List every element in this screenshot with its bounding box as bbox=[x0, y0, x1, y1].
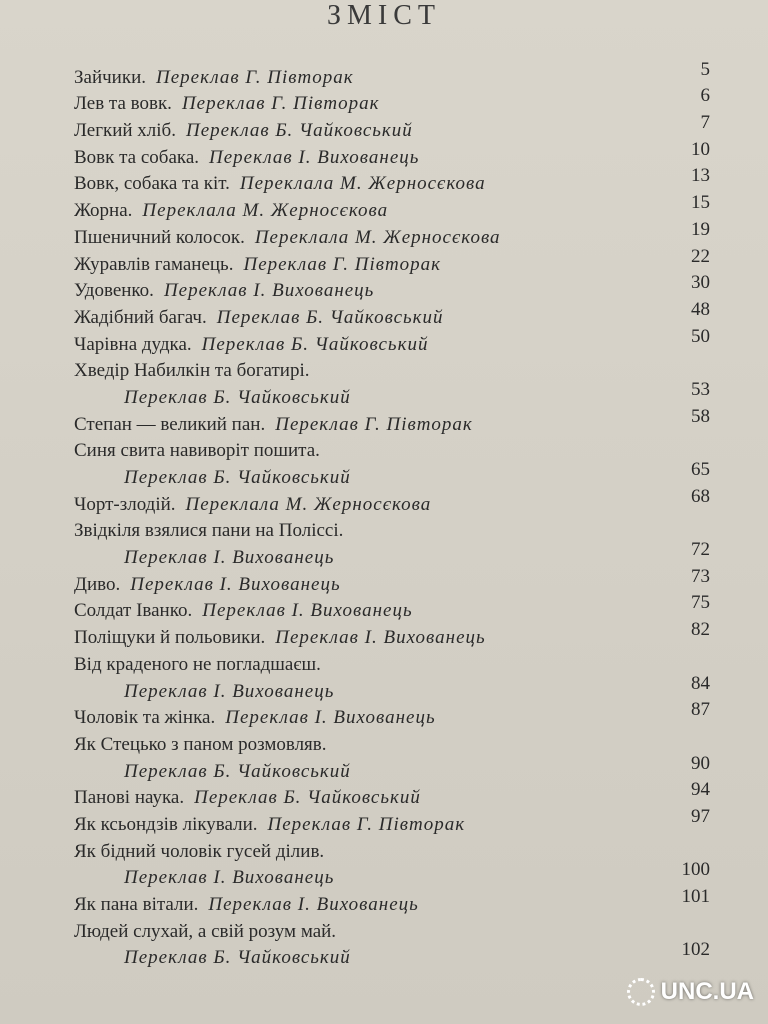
toc-entry-page-number: 94 bbox=[691, 779, 710, 801]
toc-entry-title: Як пана вітали. bbox=[74, 894, 199, 915]
page-title: ЗМІСТ bbox=[326, 0, 442, 31]
toc-entry-translator: Переклала М. Жерносєкова bbox=[142, 200, 389, 222]
toc-entry-title: Чорт-злодій. bbox=[74, 493, 176, 515]
toc-entry-page-number: 22 bbox=[691, 245, 710, 267]
toc-entry-page-number: 7 bbox=[700, 112, 710, 134]
toc-entry bbox=[74, 85, 710, 116]
toc-entry bbox=[74, 192, 710, 222]
toc-entry-translator: Переклав Г. Півторак bbox=[243, 253, 442, 275]
toc-entry-title: Як ксьондзів лікували. bbox=[74, 813, 258, 835]
toc-entry-title: Зайчики. bbox=[74, 66, 146, 88]
toc-entry-page-number: 72 bbox=[691, 539, 710, 561]
toc-entry bbox=[74, 916, 710, 943]
watermark-seal-icon bbox=[627, 978, 655, 1006]
toc-entry-title: Синя свита навиворіт пошита. bbox=[74, 440, 320, 462]
toc-entry bbox=[74, 779, 710, 810]
watermark-text: UNC.UA bbox=[660, 978, 754, 1005]
toc-entry-translator: Переклав Б. Чайковський bbox=[124, 760, 351, 782]
toc-entry-title: Людей слухай, а свій розум май. bbox=[74, 920, 337, 942]
toc-entry bbox=[74, 298, 710, 329]
toc-entry-page-number: 15 bbox=[691, 192, 710, 214]
toc-entry bbox=[74, 886, 710, 916]
toc-entry-translator: Переклала М. Жерносєкова bbox=[185, 493, 432, 515]
toc-entry bbox=[74, 272, 710, 303]
toc-entry-page-number: 73 bbox=[691, 565, 710, 587]
toc-entry-page-number: 30 bbox=[691, 272, 710, 294]
toc-entry-translator: Переклав І. Вихованець bbox=[202, 600, 413, 622]
toc-entry-translator: Переклав І. Вихованець bbox=[208, 894, 419, 915]
toc-entry-translator: Переклав Г. Півторак bbox=[267, 813, 466, 835]
toc-entry bbox=[74, 165, 710, 196]
watermark bbox=[627, 978, 754, 1006]
toc-entry-translator: Переклав Б. Чайковський bbox=[201, 333, 429, 355]
toc-entry-title: Звідкіля взялися пани на Поліссі. bbox=[74, 520, 344, 542]
toc-entry bbox=[74, 836, 710, 863]
toc-entry-page-number: 82 bbox=[691, 619, 710, 641]
toc-entry-page-number: 5 bbox=[700, 58, 710, 80]
toc-entry-title: Жадібний багач. bbox=[74, 306, 207, 328]
toc-entry-translator: Переклав Г. Півторак bbox=[275, 413, 473, 435]
toc-entry-title: Вовк та собака. bbox=[74, 146, 200, 168]
toc-entry-title: Як бідний чоловік гусей ділив. bbox=[74, 840, 325, 862]
toc-entry-page-number: 75 bbox=[691, 592, 710, 614]
toc-entry bbox=[74, 592, 710, 623]
toc-entry bbox=[74, 485, 710, 516]
toc-entry-translator: Переклав І. Вихованець bbox=[225, 707, 436, 729]
toc-entry bbox=[74, 939, 710, 970]
toc-entry-page-number: 13 bbox=[691, 165, 710, 187]
toc-entry bbox=[74, 58, 710, 89]
toc-entry-title: Чарівна дудка. bbox=[74, 333, 192, 355]
toc-entry bbox=[74, 649, 710, 676]
toc-entry-title: Журавлів гаманець. bbox=[74, 253, 234, 275]
toc-entry-translator: Переклала М. Жерносєкова bbox=[239, 173, 486, 195]
toc-entry bbox=[74, 699, 710, 730]
toc-entry-translator: Переклав Б. Чайковський bbox=[124, 467, 351, 488]
toc-entry-translator: Переклав І. Вихованець bbox=[124, 547, 335, 569]
toc-entry-title: Легкий хліб. bbox=[74, 120, 176, 142]
toc-entry bbox=[74, 619, 710, 649]
toc-entry-page-number: 102 bbox=[681, 939, 710, 961]
toc-entry-title: Удовенко. bbox=[74, 280, 154, 302]
toc-entry-page-number: 53 bbox=[691, 378, 710, 400]
toc-entry bbox=[74, 405, 710, 436]
toc-entry-title: Як Стецько з паном розмовляв. bbox=[74, 733, 327, 755]
toc-entry-page-number: 68 bbox=[691, 485, 710, 507]
toc-entry-title: Чоловік та жінка. bbox=[74, 707, 216, 729]
toc-entry bbox=[74, 752, 710, 783]
toc-entry bbox=[74, 325, 710, 356]
toc-entry bbox=[74, 539, 710, 569]
toc-entry-title: Степан — великий пан. bbox=[74, 413, 266, 435]
toc-entry-page-number: 100 bbox=[681, 859, 710, 881]
toc-entry-translator: Переклав І. Вихованець bbox=[163, 280, 375, 302]
toc-entry-title: Поліщуки й польовики. bbox=[74, 627, 266, 649]
toc-entry bbox=[74, 459, 710, 489]
toc-entry bbox=[74, 218, 710, 249]
toc-entry-translator: Переклав Б. Чайковський bbox=[124, 947, 351, 969]
toc-entry-page-number: 97 bbox=[691, 805, 710, 827]
toc-entry bbox=[74, 516, 710, 543]
toc-entry-translator: Переклав Г. Півторак bbox=[156, 66, 354, 88]
toc-entry-translator: Переклав Б. Чайковський bbox=[185, 120, 413, 142]
toc-entry-title: Панові наука. bbox=[74, 787, 185, 809]
toc-entry-translator: Переклав І. Вихованець bbox=[124, 680, 335, 702]
toc-entry bbox=[74, 672, 710, 703]
toc-entry bbox=[74, 436, 710, 463]
toc-entry-page-number: 58 bbox=[691, 405, 710, 427]
toc-entry-page-number: 50 bbox=[691, 325, 710, 347]
toc-entry bbox=[74, 729, 710, 756]
toc-entry-page-number: 10 bbox=[691, 138, 710, 160]
toc-entry-translator: Переклав Б. Чайковський bbox=[194, 787, 421, 809]
toc-entry-title: Жорна. bbox=[74, 200, 133, 222]
toc-entry bbox=[74, 112, 710, 142]
toc-entry bbox=[74, 245, 710, 276]
toc-entry-page-number: 87 bbox=[691, 699, 710, 721]
toc-entry bbox=[74, 378, 710, 409]
toc-entry-title: Від краденого не погладшаєш. bbox=[74, 653, 321, 675]
table-of-contents bbox=[74, 58, 710, 969]
toc-entry-translator: Переклав Г. Півторак bbox=[181, 93, 380, 115]
toc-entry-title: Солдат Іванко. bbox=[74, 600, 193, 622]
toc-entry-page-number: 48 bbox=[691, 298, 710, 320]
toc-entry-title: Диво. bbox=[74, 573, 121, 595]
toc-entry-title: Пшеничний колосок. bbox=[74, 226, 245, 248]
toc-entry-page-number: 101 bbox=[681, 886, 710, 907]
toc-entry-translator: Переклав Б. Чайковський bbox=[216, 306, 444, 328]
toc-entry-page-number: 6 bbox=[700, 85, 710, 107]
toc-entry-page-number: 65 bbox=[691, 459, 710, 480]
toc-entry-page-number: 84 bbox=[691, 672, 710, 694]
toc-entry-translator: Переклав І. Вихованець bbox=[130, 573, 341, 595]
toc-entry-translator: Переклав І. Вихованець bbox=[209, 146, 420, 168]
toc-entry-translator: Переклала М. Жерносєкова bbox=[254, 226, 501, 248]
toc-entry-title: Хведір Набилкін та богатирі. bbox=[74, 360, 310, 382]
toc-entry-translator: Переклав І. Вихованець bbox=[124, 867, 335, 889]
toc-entry bbox=[74, 138, 710, 169]
toc-entry bbox=[74, 565, 710, 596]
toc-entry-title: Вовк, собака та кіт. bbox=[74, 173, 230, 195]
toc-entry bbox=[74, 859, 710, 890]
toc-entry bbox=[74, 356, 710, 383]
toc-entry-translator: Переклав Б. Чайковський bbox=[124, 386, 351, 408]
toc-entry-translator: Переклав І. Вихованець bbox=[275, 627, 486, 649]
toc-entry-page-number: 90 bbox=[691, 752, 710, 774]
toc-entry bbox=[74, 805, 710, 836]
toc-entry-title: Лев та вовк. bbox=[74, 93, 172, 115]
toc-entry-page-number: 19 bbox=[691, 218, 710, 240]
